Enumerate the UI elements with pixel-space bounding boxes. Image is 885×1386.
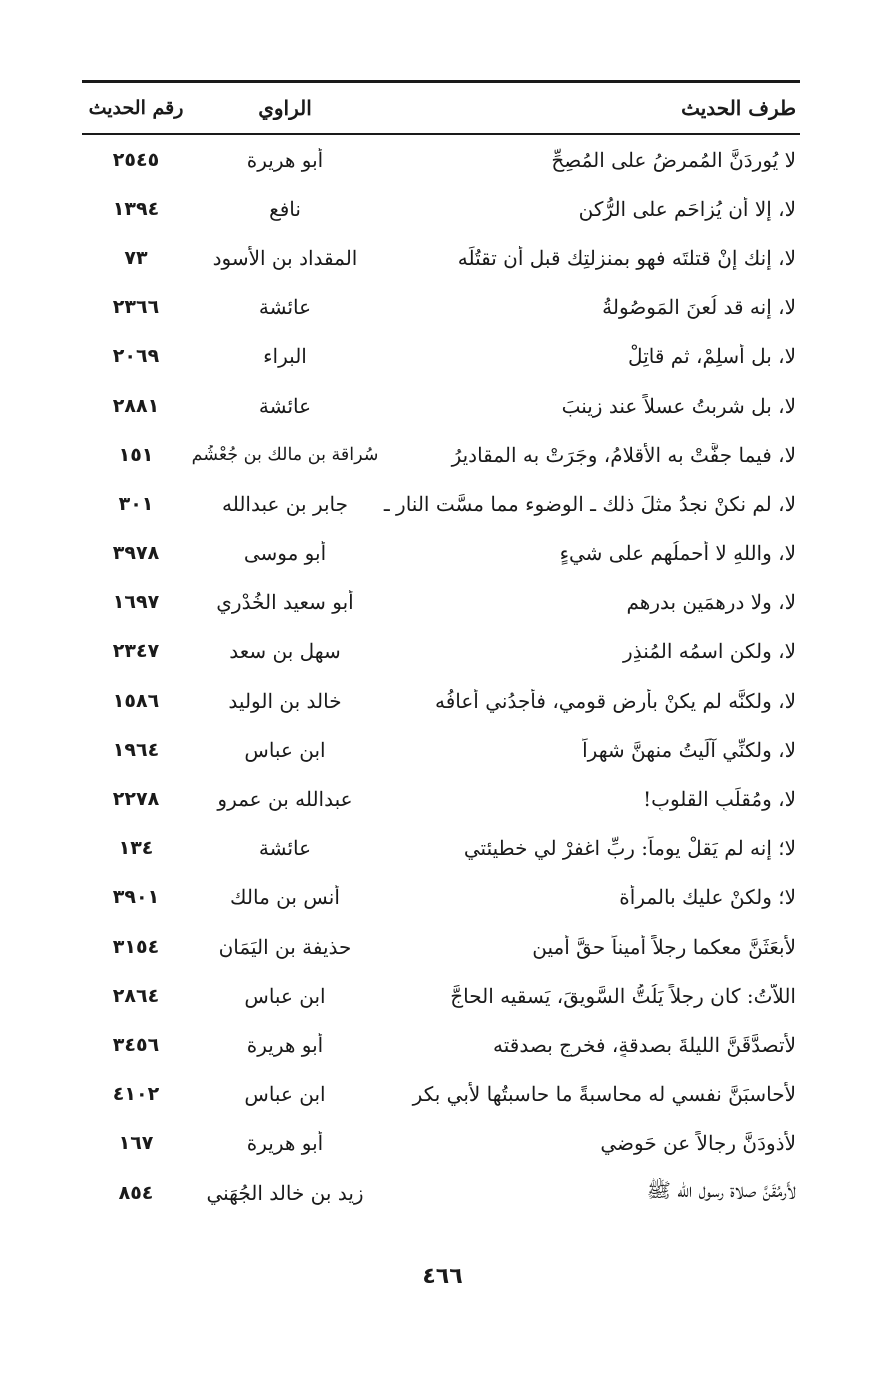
hadith-text: لأَرمُقَنَّ صلاة رسول الله ﷺ bbox=[646, 1178, 796, 1203]
table-row bbox=[82, 184, 800, 233]
table-row bbox=[82, 283, 800, 332]
narrator: عائشة bbox=[258, 836, 312, 861]
hadith-text: لا، فيما جفَّتْ به الأقلامُ، وجَرَتْ به المقاديرُ bbox=[451, 442, 796, 467]
narrator: سُراقة بن مالك بن جُعْشُم bbox=[191, 444, 379, 465]
table-row bbox=[82, 1020, 800, 1069]
hadith-text: لا، لم نكنْ نجدُ مثلَ ذلك ـ الوضوء مما مسَّت النار ـ bbox=[383, 491, 796, 516]
hadith-text: لأُحاسبَنَّ نفسي له محاسبةً ما حاسبتُها لأبي بكر bbox=[412, 1082, 796, 1107]
hadith-text: لا، ولا درهمَين بدرهمٍ bbox=[626, 590, 796, 615]
hadith-text: لا، بل شربتُ عسلاً عند زينبَ bbox=[561, 393, 796, 418]
hadith-text: اللاَّتُ: كان رجلاً يَلُتُّ السَّويقَ، يَسقيه الحاجَّ bbox=[450, 983, 796, 1008]
hadith-text: لا، إلا أن يُزاحَم على الرُّكن bbox=[578, 196, 796, 221]
hadith-number: ٤١٠٢ bbox=[112, 1083, 160, 1106]
hadith-number: ١٣٩٤ bbox=[112, 197, 160, 220]
narrator: أنس بن مالك bbox=[230, 885, 340, 910]
table-header bbox=[82, 83, 800, 133]
table-row bbox=[82, 233, 800, 282]
hadith-text: لا، ولكنِ اسمُه المُنذِر bbox=[623, 639, 796, 664]
hadith-text: لا، ولكنَّه لم يكنْ بأرض قومي، فأجدُني أعافُه bbox=[434, 688, 796, 713]
narrator: أبو هريرة bbox=[246, 1032, 324, 1057]
hadith-number: ٣١٥٤ bbox=[112, 935, 160, 958]
hadith-number: ١٥١ bbox=[118, 443, 154, 466]
narrator: زيد بن خالد الجُهَني bbox=[206, 1180, 364, 1205]
table-row bbox=[82, 971, 800, 1020]
hadith-number: ٢٠٦٩ bbox=[112, 345, 160, 368]
hadith-text: لا، إنه قد لُعنَ المَوصُولةُ bbox=[602, 295, 796, 320]
header-hadith-text: طرف الحديث bbox=[681, 96, 796, 120]
table-row bbox=[82, 1119, 800, 1168]
table-row bbox=[82, 529, 800, 578]
table-row bbox=[82, 922, 800, 971]
hadith-number: ٢٨٨١ bbox=[112, 394, 160, 417]
hadith-text: لأَبعَثَنَّ معكما رجلاً أميناً حقَّ أمينٍ bbox=[532, 934, 796, 959]
hadith-number: ٣٩٠١ bbox=[112, 886, 160, 909]
table-row bbox=[82, 332, 800, 381]
table-row bbox=[82, 1168, 800, 1217]
hadith-number: ١٥٨٦ bbox=[112, 689, 160, 712]
table-row bbox=[82, 381, 800, 430]
table-row bbox=[82, 824, 800, 873]
hadith-number: ٢٥٤٥ bbox=[112, 148, 160, 171]
narrator: جابر بن عبدالله bbox=[221, 491, 349, 516]
narrator: أبو هريرة bbox=[246, 1131, 324, 1156]
narrator: البراء bbox=[263, 344, 307, 369]
hadith-number: ١٦٩٧ bbox=[112, 591, 160, 614]
header-narrator: الراوي bbox=[258, 96, 312, 120]
hadith-number: ٢٢٧٨ bbox=[112, 788, 160, 811]
index-table bbox=[82, 80, 800, 1217]
header-hadith-number: رقم الحديث bbox=[88, 97, 184, 119]
hadith-number: ٣٩٧٨ bbox=[112, 542, 160, 565]
narrator: خالد بن الوليد bbox=[228, 688, 342, 713]
narrator: عائشة bbox=[258, 393, 312, 418]
table-row bbox=[82, 627, 800, 676]
hadith-number: ١٣٤ bbox=[118, 837, 154, 860]
table-row bbox=[82, 1070, 800, 1119]
hadith-number: ٨٥٤ bbox=[118, 1181, 154, 1204]
narrator: سهل بن سعد bbox=[229, 639, 341, 664]
narrator: عبدالله بن عمرو bbox=[217, 787, 353, 812]
hadith-number: ٢٣٦٦ bbox=[112, 296, 160, 319]
table-row bbox=[82, 135, 800, 184]
hadith-number: ١٦٧ bbox=[118, 1132, 154, 1155]
hadith-number: ٧٣ bbox=[124, 246, 148, 269]
hadith-text: لا، ومُقلِّبِ القلوبِ! bbox=[643, 787, 796, 812]
hadith-text: لا، ولكنِّي آلَيتُ منهنَّ شهراً bbox=[582, 737, 796, 762]
hadith-number: ٣٤٥٦ bbox=[112, 1033, 160, 1056]
narrator: ابن عباس bbox=[244, 1082, 326, 1107]
hadith-number: ٣٠١ bbox=[118, 492, 154, 515]
hadith-text: لأَذودَنَّ رجالاً عن حَوضي bbox=[600, 1131, 796, 1156]
narrator: أبو هريرة bbox=[246, 147, 324, 172]
narrator: عائشة bbox=[258, 295, 312, 320]
narrator: نافع bbox=[269, 196, 301, 221]
narrator: المقداد بن الأسود bbox=[212, 245, 358, 270]
hadith-text: لا؛ ولكنْ عليك بالمرأة bbox=[619, 885, 796, 910]
table-row bbox=[82, 430, 800, 479]
hadith-number: ٢٨٦٤ bbox=[112, 984, 160, 1007]
narrator: حذيفة بن اليَمَان bbox=[218, 934, 352, 959]
hadith-text: لا، بل أَسلِمْ، ثم قاتِلْ bbox=[628, 344, 796, 369]
table-row bbox=[82, 873, 800, 922]
narrator: أبو سعيد الخُدْري bbox=[216, 590, 354, 615]
hadith-number: ١٩٦٤ bbox=[112, 738, 160, 761]
hadith-text: لا، إنك إنْ قتلتَه فهو بمنزلتِك قبل أن تقتُلَه bbox=[457, 245, 796, 270]
hadith-text: لا يُورِدَنَّ المُمرِضُ على المُصِحِّ bbox=[551, 147, 796, 172]
table-row bbox=[82, 725, 800, 774]
table-body bbox=[82, 135, 800, 1217]
narrator: أبو موسى bbox=[243, 541, 327, 566]
hadith-number: ٢٣٤٧ bbox=[112, 640, 160, 663]
hadith-text: لأَتصدَّقَنَّ الليلةَ بصدقةٍ، فخرج بصدقته bbox=[493, 1032, 796, 1057]
table-row bbox=[82, 774, 800, 823]
page-number: ٤٦٦ bbox=[422, 1264, 463, 1289]
table-row bbox=[82, 578, 800, 627]
narrator: ابن عباس bbox=[244, 737, 326, 762]
narrator: ابن عباس bbox=[244, 983, 326, 1008]
hadith-text: لا؛ إنه لم يَقلْ يوماً: ربِّ اغفرْ لي خطيئتي bbox=[463, 836, 796, 861]
table-row bbox=[82, 479, 800, 528]
hadith-text: لا، واللهِ لا أَحملُهم على شيءٍ bbox=[559, 541, 796, 566]
table-row bbox=[82, 676, 800, 725]
